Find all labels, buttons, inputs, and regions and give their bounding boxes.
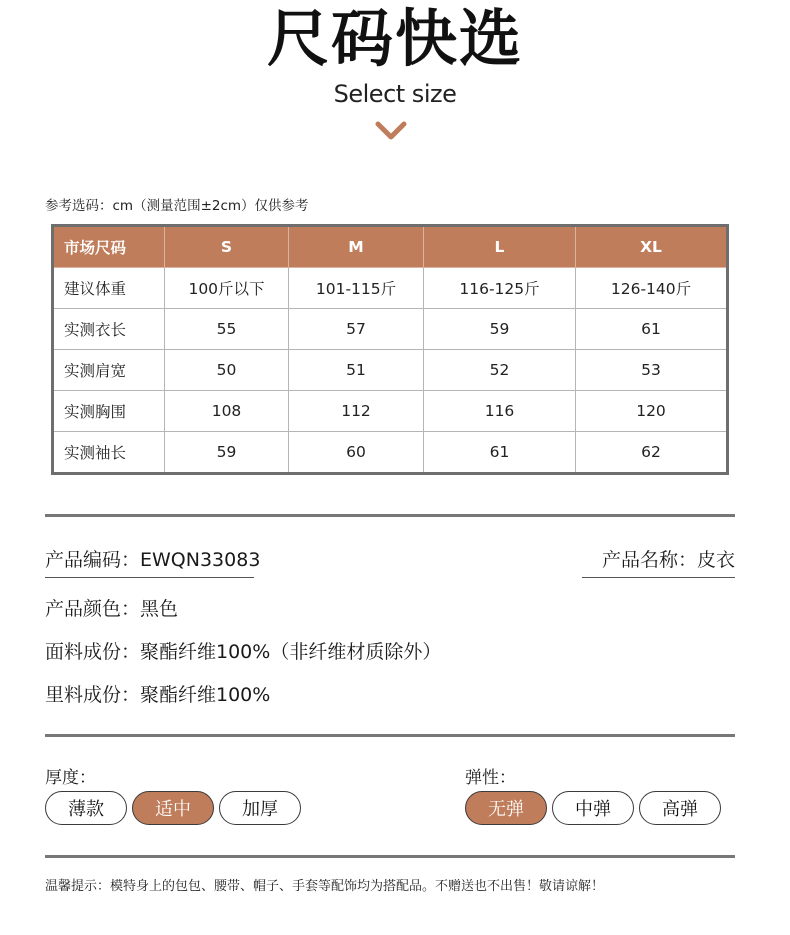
table-cell: 101-115斤 xyxy=(289,268,424,309)
table-row xyxy=(53,432,728,474)
table-cell: 60 xyxy=(289,432,424,474)
table-row xyxy=(53,309,728,350)
table-cell: 59 xyxy=(424,309,576,350)
elasticity-option-none[interactable]: 无弹 xyxy=(465,791,547,825)
table-cell: 59 xyxy=(165,432,289,474)
page-subtitle: Select size xyxy=(333,80,457,108)
elasticity-label: 弹性： xyxy=(465,768,516,788)
row-label: 实测袖长 xyxy=(53,432,165,474)
row-label: 实测肩宽 xyxy=(53,350,165,391)
divider xyxy=(45,514,735,517)
fabric-composition: 面料成份：聚酯纤维100%（非纤维材质除外） xyxy=(45,641,442,663)
product-color: 产品颜色：黑色 xyxy=(45,598,179,620)
table-cell: 61 xyxy=(424,432,576,474)
table-row xyxy=(53,350,728,391)
table-cell: 61 xyxy=(576,309,728,350)
size-table-header xyxy=(53,226,728,268)
header-cell-xl: XL xyxy=(576,226,728,268)
table-cell: 55 xyxy=(165,309,289,350)
divider xyxy=(45,734,735,737)
thickness-label: 厚度： xyxy=(45,768,96,788)
table-row xyxy=(53,391,728,432)
lining-composition: 里料成份：聚酯纤维100% xyxy=(45,684,271,706)
table-cell: 100斤以下 xyxy=(165,268,289,309)
elasticity-option-medium[interactable]: 中弹 xyxy=(552,791,634,825)
chevron-down-icon xyxy=(374,120,408,144)
table-cell: 52 xyxy=(424,350,576,391)
product-code: 产品编码：EWQN33083 xyxy=(45,549,261,571)
header-cell-l: L xyxy=(424,226,576,268)
thickness-option-thin[interactable]: 薄款 xyxy=(45,791,127,825)
header-cell-m: M xyxy=(289,226,424,268)
row-label: 建议体重 xyxy=(53,268,165,309)
table-cell: 108 xyxy=(165,391,289,432)
footer-note: 温馨提示：模特身上的包包、腰带、帽子、手套等配饰均为搭配品。不赠送也不出售！敬请谅解！ xyxy=(45,879,605,894)
table-cell: 62 xyxy=(576,432,728,474)
header-cell-market-size: 市场尺码 xyxy=(53,226,165,268)
elasticity-option-high[interactable]: 高弹 xyxy=(639,791,721,825)
row-label: 实测胸围 xyxy=(53,391,165,432)
table-cell: 126-140斤 xyxy=(576,268,728,309)
table-cell: 120 xyxy=(576,391,728,432)
page-title: 尺码快选 xyxy=(266,2,523,75)
table-cell: 51 xyxy=(289,350,424,391)
table-cell: 112 xyxy=(289,391,424,432)
product-name: 产品名称：皮衣 xyxy=(601,549,735,571)
table-cell: 53 xyxy=(576,350,728,391)
table-cell: 116-125斤 xyxy=(424,268,576,309)
table-cell: 57 xyxy=(289,309,424,350)
thickness-option-thick[interactable]: 加厚 xyxy=(219,791,301,825)
thickness-option-medium[interactable]: 适中 xyxy=(132,791,214,825)
table-cell: 116 xyxy=(424,391,576,432)
size-table xyxy=(51,224,729,475)
row-label: 实测衣长 xyxy=(53,309,165,350)
reference-note: 参考选码：cm（测量范围±2cm）仅供参考 xyxy=(45,198,309,214)
header-cell-s: S xyxy=(165,226,289,268)
table-row xyxy=(53,268,728,309)
product-name-underline xyxy=(582,577,735,578)
table-cell: 50 xyxy=(165,350,289,391)
product-code-underline xyxy=(45,577,254,578)
divider xyxy=(45,855,735,858)
